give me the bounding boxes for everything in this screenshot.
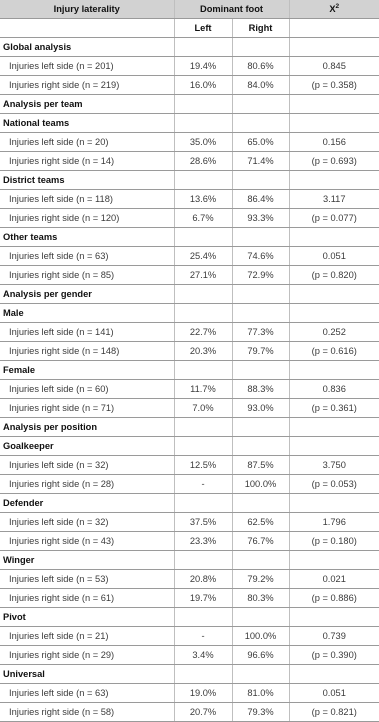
cell-left-percent: 37.5% — [174, 513, 232, 532]
row-label: Injuries right side (n = 85) — [0, 266, 174, 285]
section-label: District teams — [0, 171, 174, 190]
cell-right-percent: 87.5% — [232, 456, 289, 475]
row-label: Injuries left side (n = 32) — [0, 513, 174, 532]
table-row — [0, 190, 379, 209]
cell-right-percent: 93.3% — [232, 209, 289, 228]
section-label: Goalkeeper — [0, 437, 174, 456]
section-label: Male — [0, 304, 174, 323]
cell-chi-square: 0.156 — [289, 133, 379, 152]
row-label: Injuries left side (n = 60) — [0, 380, 174, 399]
cell-left-percent: 35.0% — [174, 133, 232, 152]
cell-left-percent: 19.7% — [174, 589, 232, 608]
section-empty-left — [174, 285, 232, 304]
cell-chi-square: 3.117 — [289, 190, 379, 209]
row-label: Injuries right side (n = 14) — [0, 152, 174, 171]
table-row — [0, 323, 379, 342]
section-empty-right — [232, 551, 289, 570]
section-empty-right — [232, 285, 289, 304]
header-chi-symbol: X — [329, 4, 336, 15]
cell-chi-square: (p = 0.361) — [289, 399, 379, 418]
table-row — [0, 133, 379, 152]
section-empty-right — [232, 665, 289, 684]
cell-right-percent: 72.9% — [232, 266, 289, 285]
row-label: Injuries left side (n = 63) — [0, 247, 174, 266]
cell-chi-square: 0.051 — [289, 247, 379, 266]
section-row — [0, 665, 379, 684]
row-label: Injuries right side (n = 28) — [0, 475, 174, 494]
section-label: Global analysis — [0, 38, 174, 57]
cell-chi-square: (p = 0.053) — [289, 475, 379, 494]
subheader-row — [0, 19, 379, 38]
section-row — [0, 95, 379, 114]
section-empty-left — [174, 171, 232, 190]
section-empty-chi — [289, 437, 379, 456]
section-empty-chi — [289, 551, 379, 570]
cell-chi-square: (p = 0.358) — [289, 76, 379, 95]
section-label: Female — [0, 361, 174, 380]
row-label: Injuries left side (n = 20) — [0, 133, 174, 152]
cell-right-percent: 100.0% — [232, 627, 289, 646]
section-row — [0, 361, 379, 380]
cell-left-percent: 22.7% — [174, 323, 232, 342]
cell-chi-square: 0.021 — [289, 570, 379, 589]
header-chi-exponent: 2 — [335, 3, 340, 11]
section-empty-left — [174, 361, 232, 380]
section-empty-chi — [289, 285, 379, 304]
cell-right-percent: 74.6% — [232, 247, 289, 266]
table-row — [0, 513, 379, 532]
section-empty-chi — [289, 114, 379, 133]
section-empty-right — [232, 304, 289, 323]
section-empty-left — [174, 608, 232, 627]
cell-right-percent: 79.3% — [232, 703, 289, 722]
section-label: Defender — [0, 494, 174, 513]
section-empty-chi — [289, 38, 379, 57]
section-label: National teams — [0, 114, 174, 133]
section-row — [0, 38, 379, 57]
cell-chi-square: (p = 0.390) — [289, 646, 379, 665]
section-empty-right — [232, 228, 289, 247]
table-row — [0, 684, 379, 703]
section-row — [0, 304, 379, 323]
row-label: Injuries right side (n = 219) — [0, 76, 174, 95]
cell-right-percent: 79.2% — [232, 570, 289, 589]
header-row — [0, 0, 379, 19]
cell-right-percent: 76.7% — [232, 532, 289, 551]
cell-left-percent: 25.4% — [174, 247, 232, 266]
row-label: Injuries right side (n = 43) — [0, 532, 174, 551]
cell-left-percent: 20.7% — [174, 703, 232, 722]
cell-right-percent: 71.4% — [232, 152, 289, 171]
cell-left-percent: 27.1% — [174, 266, 232, 285]
section-empty-chi — [289, 665, 379, 684]
row-label: Injuries left side (n = 53) — [0, 570, 174, 589]
section-row — [0, 437, 379, 456]
table-row — [0, 247, 379, 266]
row-label: Injuries right side (n = 71) — [0, 399, 174, 418]
row-label: Injuries left side (n = 21) — [0, 627, 174, 646]
section-empty-chi — [289, 418, 379, 437]
cell-right-percent: 96.6% — [232, 646, 289, 665]
section-empty-chi — [289, 95, 379, 114]
cell-chi-square: 0.836 — [289, 380, 379, 399]
section-label: Analysis per gender — [0, 285, 174, 304]
section-empty-left — [174, 437, 232, 456]
table-row — [0, 532, 379, 551]
table-row — [0, 703, 379, 722]
cell-left-percent: 19.4% — [174, 57, 232, 76]
cell-left-percent: 3.4% — [174, 646, 232, 665]
table-row — [0, 57, 379, 76]
table-row — [0, 475, 379, 494]
cell-left-percent: 12.5% — [174, 456, 232, 475]
cell-left-percent: 11.7% — [174, 380, 232, 399]
table-header — [0, 0, 379, 38]
section-label: Analysis per position — [0, 418, 174, 437]
cell-left-percent: - — [174, 475, 232, 494]
row-label: Injuries right side (n = 148) — [0, 342, 174, 361]
header-injury-laterality: Injury laterality — [0, 0, 174, 19]
section-empty-left — [174, 418, 232, 437]
table-row — [0, 76, 379, 95]
section-empty-right — [232, 361, 289, 380]
table-body — [0, 38, 379, 722]
subheader-right: Right — [232, 19, 289, 38]
section-empty-left — [174, 228, 232, 247]
table-row — [0, 456, 379, 475]
table-row — [0, 589, 379, 608]
section-row — [0, 114, 379, 133]
section-label: Pivot — [0, 608, 174, 627]
cell-right-percent: 81.0% — [232, 684, 289, 703]
section-empty-right — [232, 171, 289, 190]
cell-chi-square: (p = 0.616) — [289, 342, 379, 361]
section-row — [0, 551, 379, 570]
cell-right-percent: 80.6% — [232, 57, 289, 76]
section-empty-right — [232, 437, 289, 456]
section-empty-left — [174, 304, 232, 323]
section-empty-right — [232, 608, 289, 627]
cell-left-percent: 13.6% — [174, 190, 232, 209]
cell-left-percent: 20.8% — [174, 570, 232, 589]
cell-left-percent: 7.0% — [174, 399, 232, 418]
cell-chi-square: 0.739 — [289, 627, 379, 646]
cell-chi-square: 0.051 — [289, 684, 379, 703]
cell-chi-square: 1.796 — [289, 513, 379, 532]
cell-left-percent: 20.3% — [174, 342, 232, 361]
header-dominant-foot: Dominant foot — [174, 0, 289, 19]
row-label: Injuries left side (n = 63) — [0, 684, 174, 703]
cell-right-percent: 88.3% — [232, 380, 289, 399]
section-row — [0, 418, 379, 437]
section-label: Analysis per team — [0, 95, 174, 114]
cell-chi-square: 0.845 — [289, 57, 379, 76]
subheader-empty-chi — [289, 19, 379, 38]
cell-right-percent: 65.0% — [232, 133, 289, 152]
table-row — [0, 380, 379, 399]
cell-chi-square: 3.750 — [289, 456, 379, 475]
section-empty-left — [174, 114, 232, 133]
cell-right-percent: 77.3% — [232, 323, 289, 342]
section-empty-chi — [289, 361, 379, 380]
table-row — [0, 342, 379, 361]
cell-right-percent: 93.0% — [232, 399, 289, 418]
section-empty-right — [232, 95, 289, 114]
cell-right-percent: 84.0% — [232, 76, 289, 95]
row-label: Injuries right side (n = 29) — [0, 646, 174, 665]
section-empty-right — [232, 418, 289, 437]
row-label: Injuries right side (n = 120) — [0, 209, 174, 228]
section-empty-right — [232, 38, 289, 57]
row-label: Injuries left side (n = 32) — [0, 456, 174, 475]
section-row — [0, 171, 379, 190]
table-row — [0, 399, 379, 418]
cell-left-percent: 23.3% — [174, 532, 232, 551]
table-row — [0, 627, 379, 646]
cell-chi-square: (p = 0.821) — [289, 703, 379, 722]
cell-left-percent: 19.0% — [174, 684, 232, 703]
cell-right-percent: 86.4% — [232, 190, 289, 209]
cell-right-percent: 80.3% — [232, 589, 289, 608]
cell-chi-square: (p = 0.693) — [289, 152, 379, 171]
section-label: Other teams — [0, 228, 174, 247]
table-row — [0, 570, 379, 589]
cell-chi-square: (p = 0.820) — [289, 266, 379, 285]
table-row — [0, 209, 379, 228]
table-row — [0, 152, 379, 171]
section-empty-chi — [289, 608, 379, 627]
cell-right-percent: 100.0% — [232, 475, 289, 494]
section-empty-chi — [289, 228, 379, 247]
section-empty-left — [174, 551, 232, 570]
cell-left-percent: 6.7% — [174, 209, 232, 228]
section-row — [0, 608, 379, 627]
cell-right-percent: 62.5% — [232, 513, 289, 532]
section-empty-right — [232, 494, 289, 513]
cell-chi-square: 0.252 — [289, 323, 379, 342]
row-label: Injuries right side (n = 58) — [0, 703, 174, 722]
section-label: Winger — [0, 551, 174, 570]
cell-left-percent: - — [174, 627, 232, 646]
cell-chi-square: (p = 0.886) — [289, 589, 379, 608]
subheader-empty — [0, 19, 174, 38]
header-chi-square — [289, 0, 379, 19]
section-row — [0, 494, 379, 513]
section-row — [0, 228, 379, 247]
cell-left-percent: 16.0% — [174, 76, 232, 95]
table-row — [0, 646, 379, 665]
section-empty-chi — [289, 304, 379, 323]
section-label: Universal — [0, 665, 174, 684]
section-empty-left — [174, 38, 232, 57]
table-row — [0, 266, 379, 285]
section-empty-right — [232, 114, 289, 133]
cell-chi-square: (p = 0.180) — [289, 532, 379, 551]
cell-chi-square: (p = 0.077) — [289, 209, 379, 228]
cell-left-percent: 28.6% — [174, 152, 232, 171]
cell-right-percent: 79.7% — [232, 342, 289, 361]
subheader-left: Left — [174, 19, 232, 38]
section-row — [0, 285, 379, 304]
row-label: Injuries right side (n = 61) — [0, 589, 174, 608]
row-label: Injuries left side (n = 141) — [0, 323, 174, 342]
section-empty-chi — [289, 171, 379, 190]
section-empty-left — [174, 665, 232, 684]
section-empty-chi — [289, 494, 379, 513]
section-empty-left — [174, 95, 232, 114]
row-label: Injuries left side (n = 201) — [0, 57, 174, 76]
section-empty-left — [174, 494, 232, 513]
row-label: Injuries left side (n = 118) — [0, 190, 174, 209]
